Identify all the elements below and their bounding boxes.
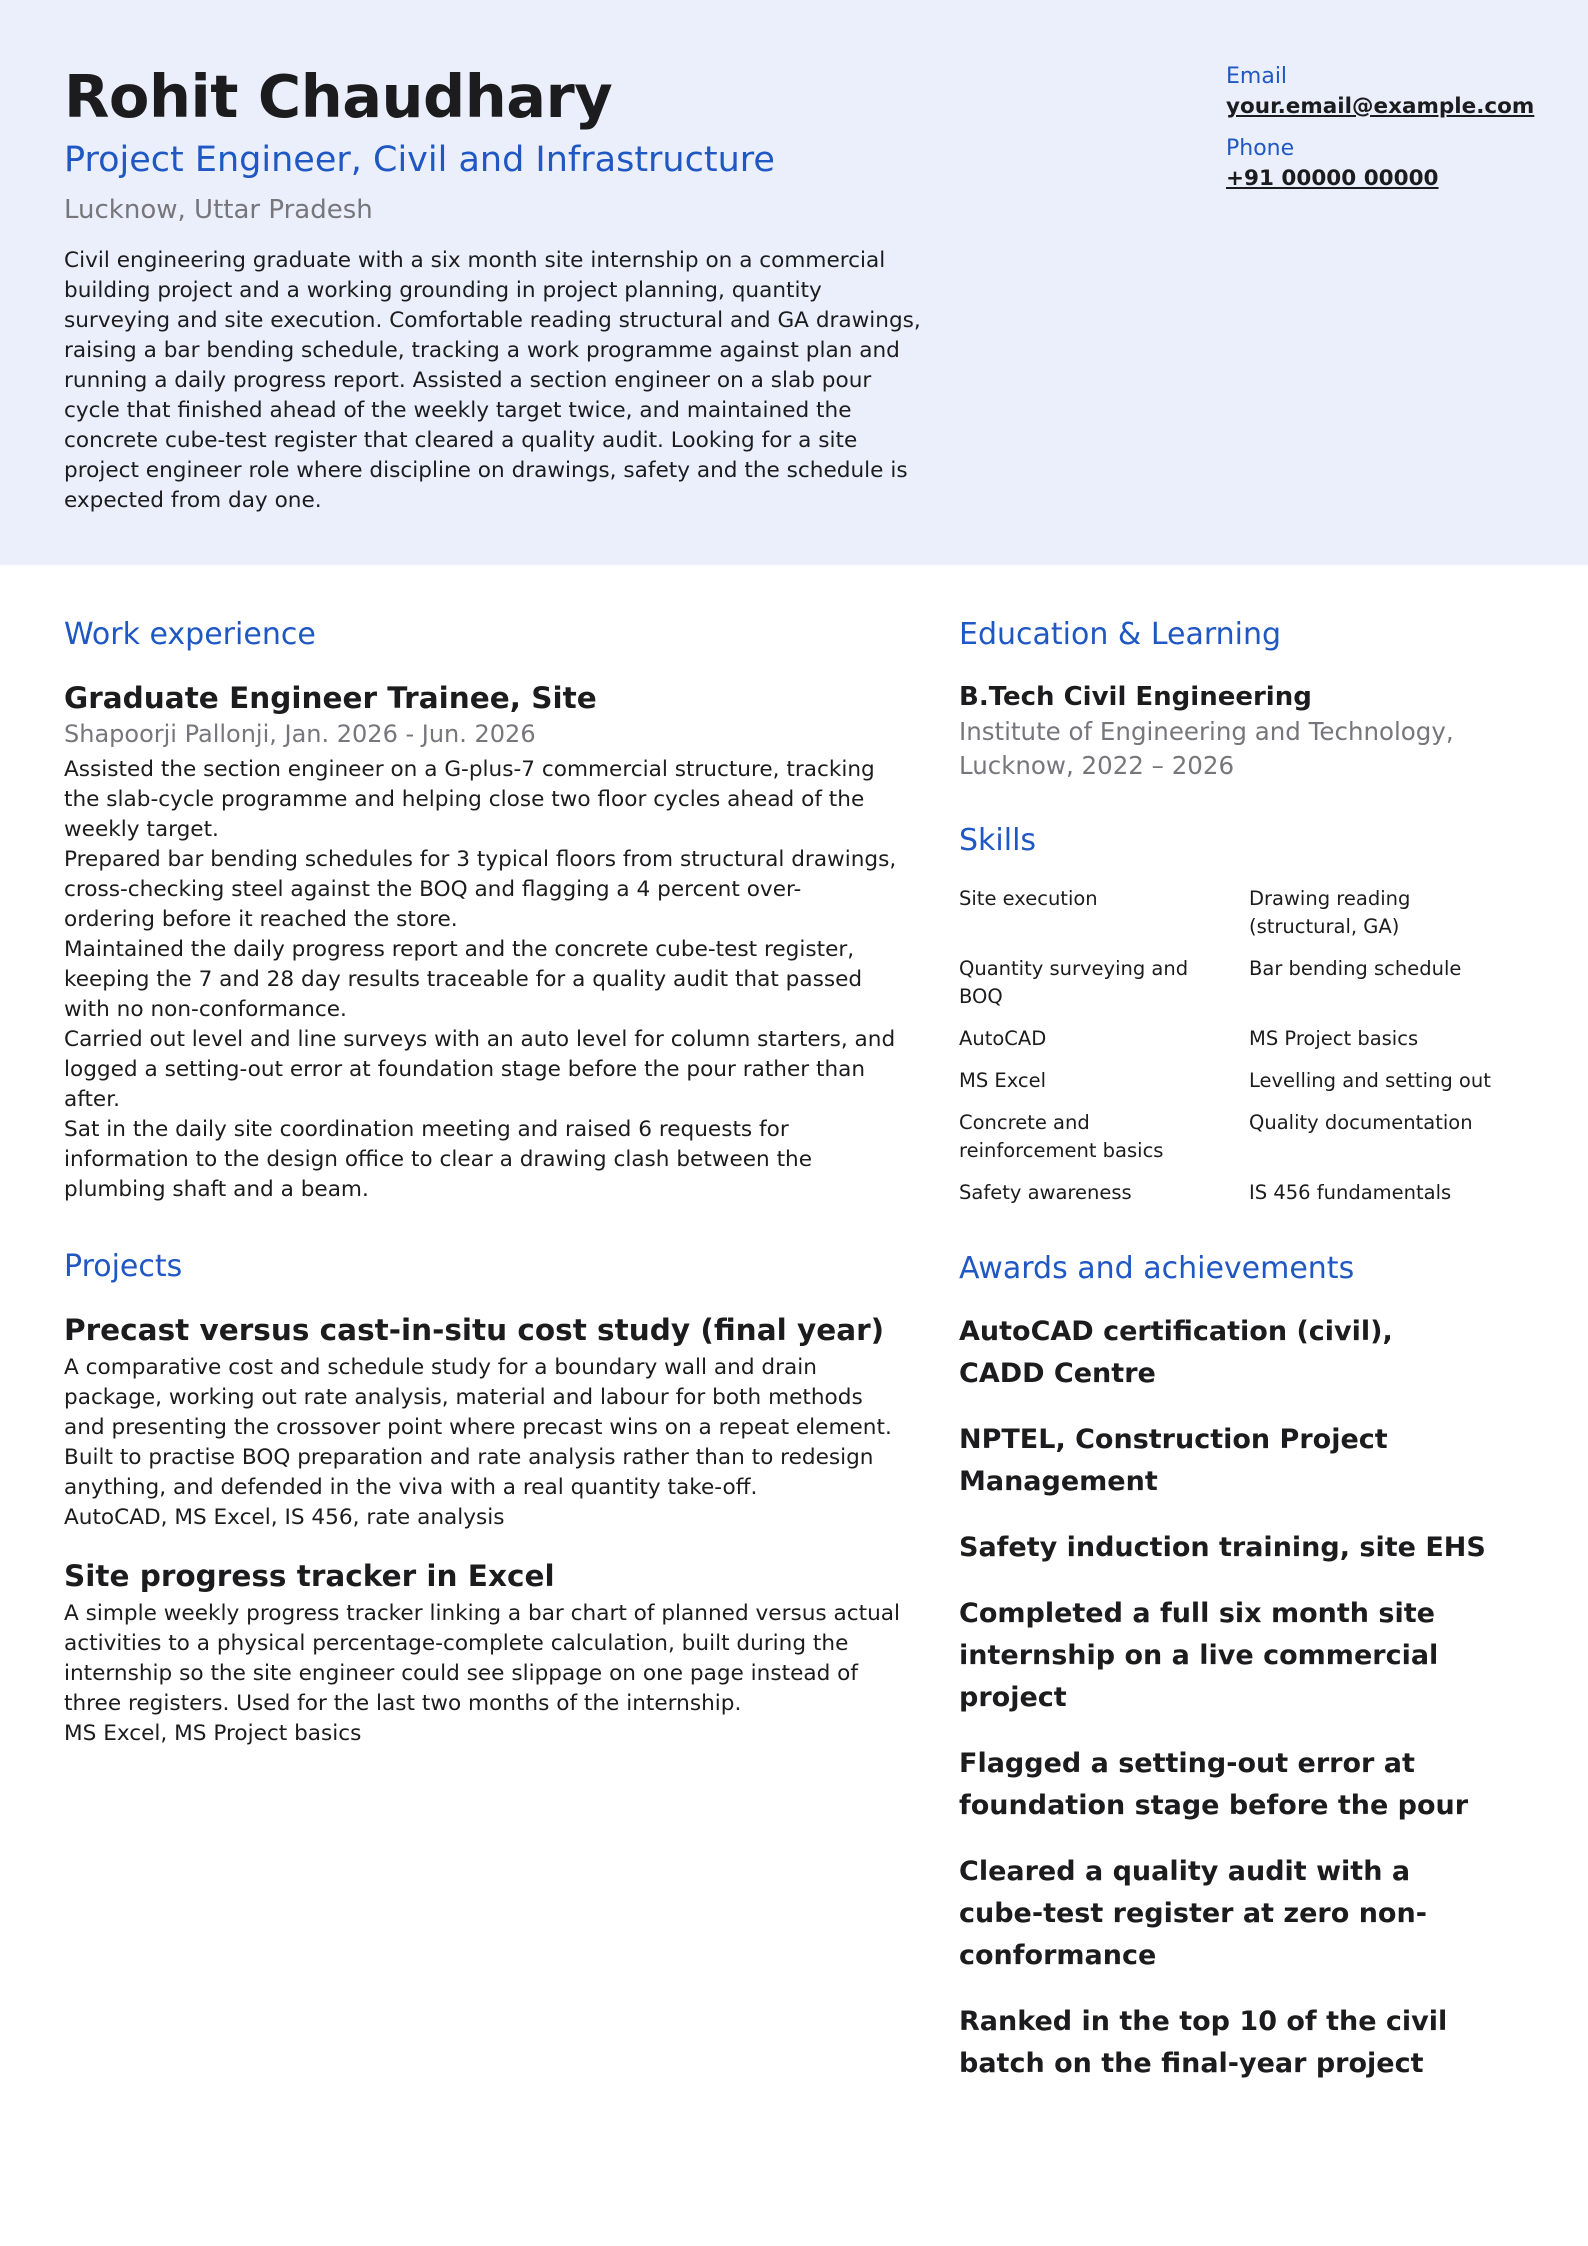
summary-line: concrete cube-test register that cleared a quality audit. Looking for a site: [64, 428, 858, 453]
bullet-line: after.: [64, 1087, 120, 1112]
skill-item: Levelling and setting out: [1249, 1069, 1491, 1092]
awards-list: [959, 1311, 1539, 2085]
project-entry: [64, 1311, 924, 1533]
bullet-line: logged a setting-out error at foundation stage before the pour rather than: [64, 1057, 866, 1082]
description-line: three registers. Used for the last two months of the internship.: [64, 1691, 742, 1716]
institution: [959, 715, 1539, 783]
email-link[interactable]: your.email@example.com: [1226, 94, 1535, 119]
work-section-title: Work experience: [64, 617, 316, 652]
summary-line: surveying and site execution. Comfortable reading structural and GA drawings,: [64, 308, 921, 333]
projects-section-title: Projects: [64, 1249, 183, 1284]
phone-label: Phone: [1226, 136, 1295, 161]
bullet-line: the slab-cycle programme and helping close two floor cycles ahead of the: [64, 787, 865, 812]
bullet-line: Assisted the section engineer on a G-plus-7 commercial structure, tracking: [64, 757, 875, 782]
bullet-line: cross-checking steel against the BOQ and flagging a 4 percent over-: [64, 877, 802, 902]
award-line: conformance: [959, 1940, 1157, 1971]
project-tools: AutoCAD, MS Excel, IS 456, rate analysis: [64, 1505, 505, 1530]
summary: [64, 246, 944, 516]
award-line: NPTEL, Construction Project: [959, 1424, 1388, 1455]
description-line: internship so the site engineer could see slippage on one page instead of: [64, 1661, 858, 1686]
description-line: anything, and defended in the viva with a real quantity take-off.: [64, 1475, 758, 1500]
award-item: [959, 1851, 1539, 1977]
skills-section-title: Skills: [959, 823, 1037, 858]
skill-item: AutoCAD: [959, 1027, 1047, 1050]
skill-item: Quantity surveying and BOQ: [959, 957, 1189, 1008]
job-bullet: [64, 845, 924, 935]
award-line: batch on the final-year project: [959, 2048, 1424, 2079]
summary-line: cycle that finished ahead of the weekly target twice, and maintained the: [64, 398, 852, 423]
job-bullet: [64, 1115, 924, 1205]
description-line: A simple weekly progress tracker linking a bar chart of planned versus actual: [64, 1601, 900, 1626]
education-section-title: Education & Learning: [959, 617, 1282, 652]
award-line: CADD Centre: [959, 1358, 1156, 1389]
description-line: A comparative cost and schedule study for a boundary wall and drain: [64, 1355, 817, 1380]
summary-line: expected from day one.: [64, 488, 322, 513]
phone-link[interactable]: +91 00000 00000: [1226, 166, 1439, 191]
award-item: [959, 1311, 1539, 1395]
project-description: [64, 1599, 924, 1719]
award-line: Cleared a quality audit with a: [959, 1856, 1411, 1887]
education-entry: [959, 679, 1539, 783]
candidate-location: Lucknow, Uttar Pradesh: [64, 195, 373, 225]
skills-grid: [959, 885, 1539, 1207]
left-column: [64, 615, 924, 1749]
skill-item: MS Project basics: [1249, 1027, 1419, 1050]
skill-item: Bar bending schedule: [1249, 957, 1462, 980]
project-tools: MS Excel, MS Project basics: [64, 1721, 362, 1746]
summary-line: Civil engineering graduate with a six month site internship on a commercial: [64, 248, 886, 273]
description-line: package, working out rate analysis, material and labour for both methods: [64, 1385, 863, 1410]
degree: B.Tech Civil Engineering: [959, 682, 1312, 712]
awards-section-title: Awards and achievements: [959, 1251, 1355, 1286]
project-description: [64, 1353, 924, 1503]
job-title: Graduate Engineer Trainee, Site: [64, 681, 597, 715]
award-line: Safety induction training, site EHS: [959, 1532, 1486, 1563]
award-line: project: [959, 1682, 1067, 1713]
description-line: Built to practise BOQ preparation and rate analysis rather than to redesign: [64, 1445, 874, 1470]
header-band: [0, 0, 1588, 565]
award-item: [959, 1527, 1539, 1569]
bullet-line: Sat in the daily site coordination meeting and raised 6 requests for: [64, 1117, 789, 1142]
summary-line: project engineer role where discipline on drawings, safety and the schedule is: [64, 458, 908, 483]
skill-item: Site execution: [959, 887, 1098, 910]
skill-item: IS 456 fundamentals: [1249, 1181, 1452, 1204]
skill-item: MS Excel: [959, 1069, 1047, 1092]
right-column: [959, 615, 1539, 2109]
job-bullet: [64, 755, 924, 845]
description-line: and presenting the crossover point where precast wins on a repeat element.: [64, 1415, 892, 1440]
award-line: cube-test register at zero non-: [959, 1898, 1427, 1929]
bullet-line: keeping the 7 and 28 day results traceable for a quality audit that passed: [64, 967, 863, 992]
award-line: internship on a live commercial: [959, 1640, 1439, 1671]
institution-line: Institute of Engineering and Technology,: [959, 717, 1454, 746]
skill-item: Safety awareness: [959, 1181, 1132, 1204]
bullet-line: weekly target.: [64, 817, 219, 842]
skill-item: Concrete and reinforcement basics: [959, 1111, 1164, 1162]
award-item: [959, 2001, 1539, 2085]
bullet-line: with no non-conformance.: [64, 997, 347, 1022]
summary-line: raising a bar bending schedule, tracking a work programme against plan and: [64, 338, 900, 363]
candidate-role: Project Engineer, Civil and Infrastructure: [64, 140, 775, 180]
bullet-line: plumbing shaft and a beam.: [64, 1177, 369, 1202]
summary-line: running a daily progress report. Assisted a section engineer on a slab pour: [64, 368, 872, 393]
award-item: [959, 1743, 1539, 1827]
job-bullet: [64, 935, 924, 1025]
bullet-line: information to the design office to clear a drawing clash between the: [64, 1147, 813, 1172]
award-line: foundation stage before the pour: [959, 1790, 1469, 1821]
summary-line: building project and a working grounding in project planning, quantity: [64, 278, 822, 303]
project-title: Precast versus cast-in-situ cost study (final year): [64, 1313, 885, 1347]
skill-item: Drawing reading (structural, GA): [1249, 887, 1411, 938]
job-bullet: [64, 1025, 924, 1115]
project-title: Site progress tracker in Excel: [64, 1559, 555, 1593]
bullet-line: Prepared bar bending schedules for 3 typical floors from structural drawings,: [64, 847, 897, 872]
award-line: Flagged a setting-out error at: [959, 1748, 1415, 1779]
award-item: [959, 1419, 1539, 1503]
award-line: Completed a full six month site: [959, 1598, 1435, 1629]
skill-item: Quality documentation: [1249, 1111, 1473, 1134]
award-line: AutoCAD certification (civil),: [959, 1316, 1393, 1347]
institution-line: Lucknow, 2022 – 2026: [959, 751, 1235, 780]
award-item: [959, 1593, 1539, 1719]
job-bullets: [64, 755, 924, 1205]
award-line: Management: [959, 1466, 1158, 1497]
job-meta: Shapoorji Pallonji, Jan. 2026 - Jun. 2026: [64, 720, 536, 748]
email-label: Email: [1226, 64, 1288, 89]
job-entry: [64, 679, 924, 1205]
bullet-line: ordering before it reached the store.: [64, 907, 458, 932]
project-entry: [64, 1557, 924, 1749]
bullet-line: Carried out level and line surveys with an auto level for column starters, and: [64, 1027, 896, 1052]
bullet-line: Maintained the daily progress report and the concrete cube-test register,: [64, 937, 855, 962]
description-line: activities to a physical percentage-complete calculation, built during the: [64, 1631, 849, 1656]
candidate-name: Rohit Chaudhary: [64, 62, 613, 131]
award-line: Ranked in the top 10 of the civil: [959, 2006, 1448, 2037]
